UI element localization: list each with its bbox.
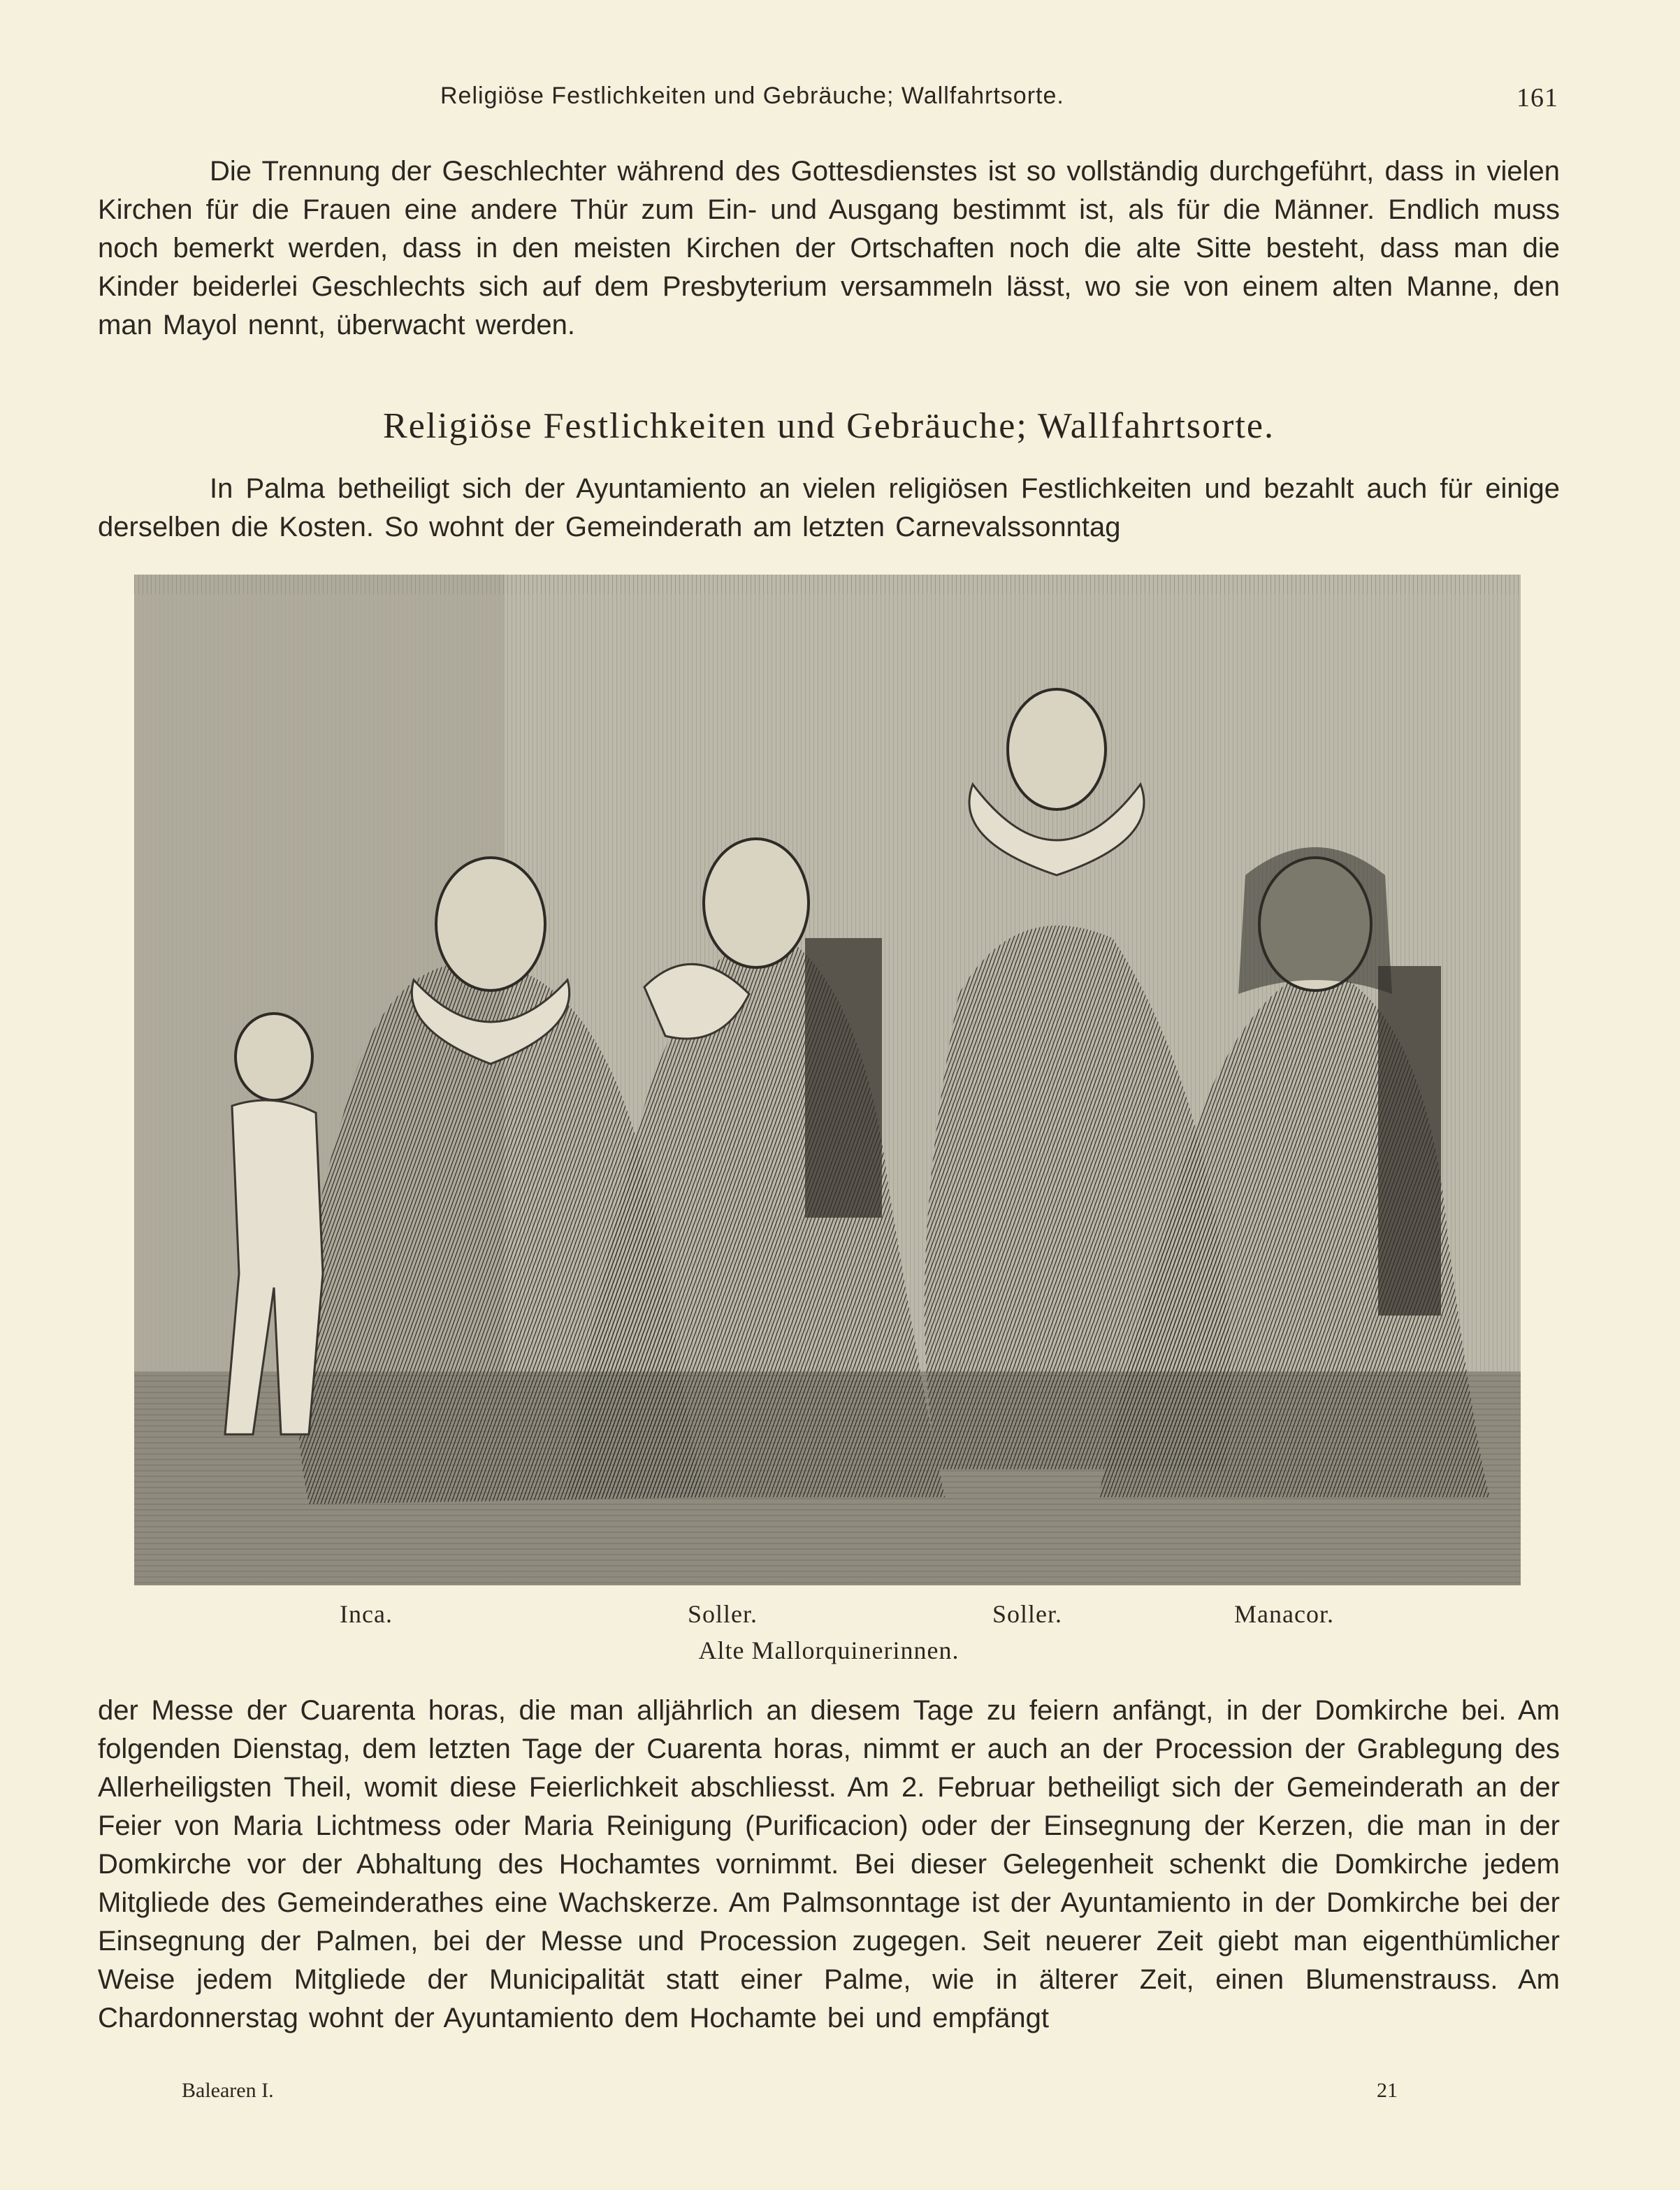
- figure-captions: [98, 1599, 1560, 1641]
- engraving-illustration: [134, 575, 1521, 1585]
- running-head: [98, 82, 1558, 122]
- paragraph-text: der Messe der Cuarenta horas, die man alljährlich an diesem Tage zu feiern anfängt, in der Domkirche bei. Am folgenden Dienstag, dem letzten Tage der Cuarenta horas, nimmt er auch an der Procession der Grablegung des Allerheiligsten Theil, womit diese Feierlichkeit abschliesst. Am 2. Februar betheiligt sich der Gemeinderath an der Feier von Maria Lichtmess oder Maria Reinigung (Purificacion) oder der Einsegnung der Kerzen, die man in der Domkirche vor der Abhaltung des Hochamtes vornimmt. Bei dieser Gelegenheit schenkt die Domkirche jedem Mitgliede des Gemeinderathes eine Wachskerze. Am Palmsonntage ist der Ayuntamiento in der Domkirche bei der Einsegnung der Palmen, bei der Messe und Procession zugegen. Seit neuerer Zeit giebt man eigenthümlicher Weise jedem Mitgliede der Municipalität statt einer Palme, wie in älterer Zeit, einen Blumenstrauss. Am Chardonnerstag wohnt der Ayuntamiento dem Hochamte bei und empfängt: [98, 1695, 1560, 2033]
- page-number: 161: [1516, 83, 1558, 113]
- paragraph-text: In Palma betheiligt sich der Ayuntamiento an vielen religiösen Festlichkeiten und bezahlt auch für einige derselben die Kosten. So wohnt der Gemeinderath am letzten Carnevalssonntag: [98, 473, 1560, 542]
- paragraph-gender-separation: [98, 152, 1560, 345]
- engraving-drawing: [134, 575, 1521, 1585]
- caption-manacor: Manacor.: [1234, 1600, 1334, 1628]
- caption-soller-2: Soller.: [992, 1600, 1063, 1628]
- caption-soller-1: Soller.: [688, 1600, 758, 1628]
- figure-title: Alte Mallorquinerinnen.: [698, 1636, 960, 1664]
- caption-inca: Inca.: [340, 1600, 393, 1628]
- footer-signature: Balearen I.: [182, 2079, 274, 2102]
- page-footer: [98, 2079, 1560, 2114]
- paragraph-text: Die Trennung der Geschlechter während des Gottesdienstes ist so vollständig durchgeführt, dass in vielen Kirchen für die Frauen eine andere Thür zum Ein- und Ausgang bestimmt ist, als für die Männer. Endlich muss noch bemerkt werden, dass in den meisten Kirchen der Ortschaften noch die alte Sitte besteht, dass man die Kinder beiderlei Geschlechts sich auf dem Presbyterium versammeln lässt, wo sie von einem alten Manne, den man Mayol nennt, überwacht werden.: [98, 156, 1560, 340]
- paragraph-palma-intro: [98, 470, 1560, 547]
- running-head-title: Religiöse Festlichkeiten und Gebräuche; Wallfahrtsorte.: [440, 82, 1064, 109]
- footer-sheet-number: 21: [1377, 2079, 1398, 2102]
- paragraph-processions: [98, 1692, 1560, 2038]
- section-heading: Religiöse Festlichkeiten und Gebräuche; Wallfahrtsorte.: [383, 406, 1275, 446]
